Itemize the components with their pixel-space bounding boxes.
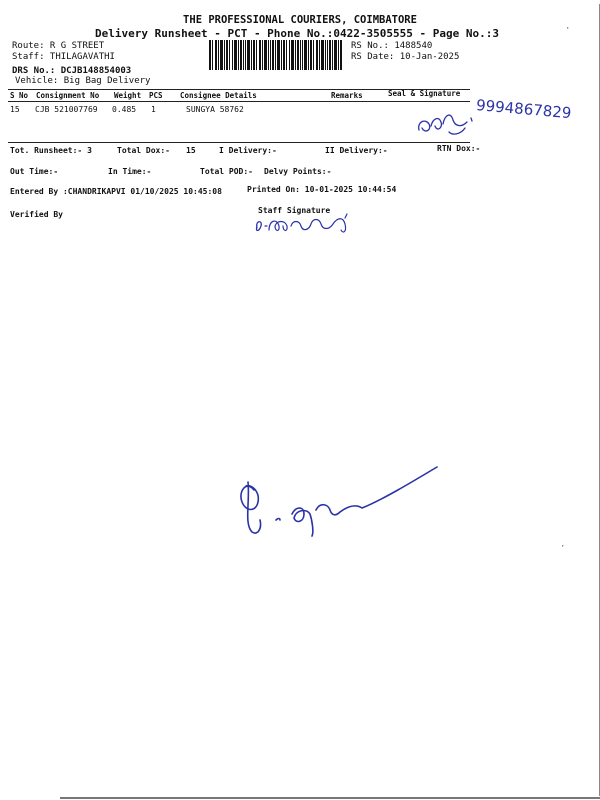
row-weight: 0.485 — [112, 105, 137, 114]
barcode — [209, 40, 342, 70]
col-header-weight: Weight — [114, 91, 142, 100]
page-edge-bottom — [60, 797, 600, 799]
handwritten-phone: 9994867829 — [475, 96, 573, 123]
runsheet-subtitle: Delivery Runsheet - PCT - Phone No.:0422-3505555 - Page No.:3 — [95, 27, 499, 40]
printed-on: Printed On: 10-01-2025 10:44:54 — [247, 185, 397, 194]
table-header-rule — [8, 101, 470, 102]
company-title: THE PROFESSIONAL COURIERS, COIMBATORE — [183, 14, 417, 26]
delvy-points: Delvy Points:- — [264, 167, 332, 176]
route-label: Route: R G STREET — [12, 41, 105, 51]
totals-top-rule — [8, 142, 470, 143]
corner-mark: · — [565, 24, 571, 34]
i-delivery: I Delivery:- — [219, 146, 277, 155]
row-consignee: SUNGYA 58762 — [186, 105, 244, 114]
ii-delivery: II Delivery:- — [325, 146, 388, 155]
row-pcs: 1 — [151, 105, 156, 114]
col-header-seal-signature: Seal & Signature — [388, 89, 461, 98]
rs-date: RS Date: 10-Jan-2025 — [351, 52, 460, 62]
col-header-consignee: Consignee Details — [180, 91, 257, 100]
entered-by: Entered By :CHANDRIKAPVI 01/10/2025 10:45:08 — [10, 187, 222, 196]
total-dox-value: 15 — [186, 146, 196, 155]
tot-runsheet: Tot. Runsheet:- 3 — [10, 146, 92, 155]
rs-number: RS No.: 1488540 — [351, 41, 433, 51]
total-dox-label: Total Dox:- — [117, 146, 170, 155]
vehicle-label: Vehicle: Big Bag Delivery — [15, 76, 151, 86]
staff-label: Staff: THILAGAVATHI — [12, 52, 115, 62]
receiver-signature — [415, 104, 483, 136]
verified-by: Verified By — [10, 210, 63, 219]
total-pod: Total POD:- — [200, 167, 253, 176]
col-header-consignment: Consignment No — [36, 91, 100, 100]
staff-signature — [253, 212, 353, 238]
col-header-sno: S No — [10, 91, 29, 100]
rtn-dox: RTN Dox:- — [437, 144, 481, 153]
staff-signature-label: Staff Signature — [258, 206, 331, 215]
col-header-pcs: PCS — [149, 91, 163, 100]
drs-number: DRS No.: DCJB148854003 — [12, 66, 132, 76]
out-time: Out Time:- — [10, 167, 59, 176]
row-sno: 15 — [10, 105, 20, 114]
scan-mark: · — [560, 542, 566, 552]
in-time: In Time:- — [108, 167, 152, 176]
col-header-remarks: Remarks — [331, 91, 363, 100]
large-signature — [232, 462, 444, 544]
row-consignment: CJB 521007769 — [35, 105, 98, 114]
